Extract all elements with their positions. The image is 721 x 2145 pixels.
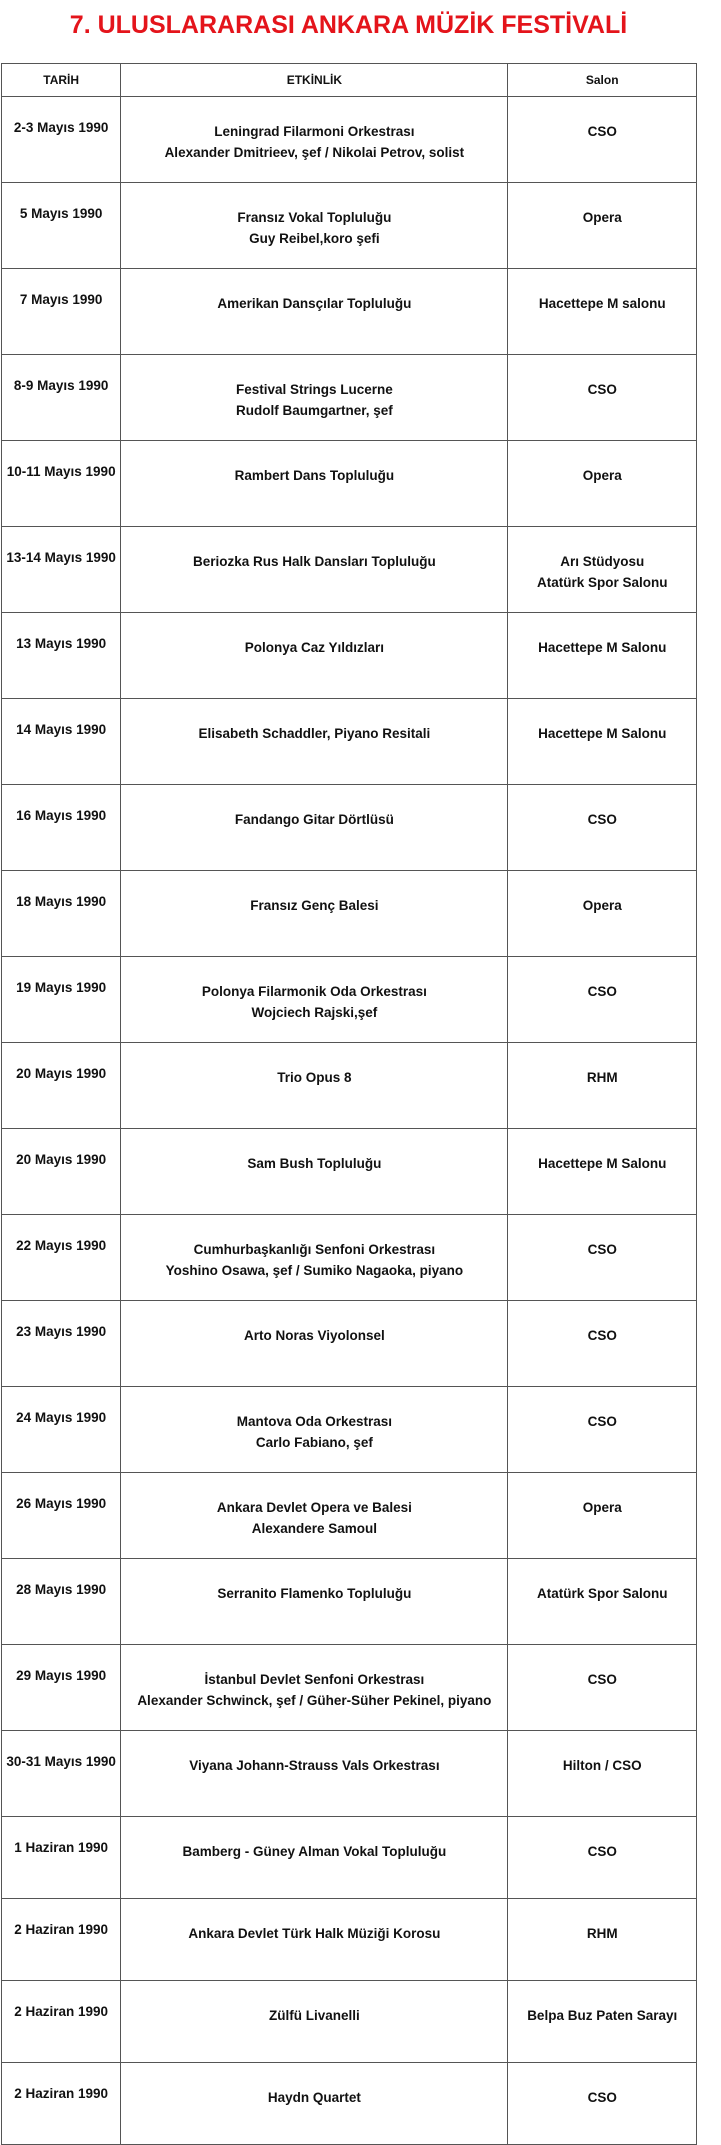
cell-date: 28 Mayıs 1990 bbox=[2, 1559, 121, 1645]
cell-hall bbox=[508, 1731, 697, 1817]
cell-hall bbox=[508, 871, 697, 957]
event-credits: Carlo Fabiano, şef bbox=[255, 1435, 373, 1450]
table-row bbox=[2, 1301, 697, 1387]
cell-event bbox=[121, 1899, 508, 1981]
event-title: Leningrad Filarmoni Orkestrası bbox=[214, 124, 415, 139]
cell-event bbox=[121, 1731, 508, 1817]
hall-name: RHM bbox=[586, 1926, 618, 1941]
event-title: Haydn Quartet bbox=[267, 2090, 361, 2105]
event-title: Sam Bush Topluluğu bbox=[247, 1156, 382, 1171]
event-title: Cumhurbaşkanlığı Senfoni Orkestrası bbox=[193, 1242, 436, 1257]
cell-date: 19 Mayıs 1990 bbox=[2, 957, 121, 1043]
table-body bbox=[2, 97, 697, 2145]
cell-hall bbox=[508, 1981, 697, 2063]
cell-event bbox=[121, 269, 508, 355]
event-title: Zülfü Livanelli bbox=[269, 2008, 360, 2023]
event-title: Trio Opus 8 bbox=[277, 1070, 352, 1085]
table-row bbox=[2, 527, 697, 613]
hall-name: Opera bbox=[582, 898, 622, 913]
festival-schedule-table bbox=[1, 63, 697, 2145]
event-title: İstanbul Devlet Senfoni Orkestrası bbox=[204, 1672, 425, 1687]
cell-date: 18 Mayıs 1990 bbox=[2, 871, 121, 957]
cell-hall bbox=[508, 699, 697, 785]
table-row bbox=[2, 871, 697, 957]
event-title: Rambert Dans Topluluğu bbox=[234, 468, 395, 483]
hall-name: RHM bbox=[586, 1070, 618, 1085]
event-credits: Yoshino Osawa, şef / Sumiko Nagaoka, piyano bbox=[165, 1263, 464, 1278]
event-title: Arto Noras Viyolonsel bbox=[243, 1328, 385, 1343]
hall-name: CSO bbox=[587, 1242, 617, 1257]
hall-name: Hacettepe M Salonu bbox=[538, 640, 667, 655]
table-row bbox=[2, 1981, 697, 2063]
cell-hall bbox=[508, 441, 697, 527]
hall-name: Hacettepe M Salonu bbox=[538, 726, 667, 741]
cell-event bbox=[121, 1645, 508, 1731]
event-title: Serranito Flamenko Topluluğu bbox=[217, 1586, 412, 1601]
column-header-date: TARİH bbox=[2, 64, 121, 97]
cell-event bbox=[121, 355, 508, 441]
table-row bbox=[2, 1817, 697, 1899]
cell-date: 13 Mayıs 1990 bbox=[2, 613, 121, 699]
event-title: Mantova Oda Orkestrası bbox=[236, 1414, 393, 1429]
cell-date: 22 Mayıs 1990 bbox=[2, 1215, 121, 1301]
cell-hall bbox=[508, 1215, 697, 1301]
table-row bbox=[2, 2063, 697, 2145]
table-row bbox=[2, 1043, 697, 1129]
hall-name: CSO bbox=[587, 812, 617, 827]
event-title: Elisabeth Schaddler, Piyano Resitali bbox=[198, 726, 431, 741]
cell-date: 23 Mayıs 1990 bbox=[2, 1301, 121, 1387]
event-title: Ankara Devlet Opera ve Balesi bbox=[216, 1500, 412, 1515]
cell-hall bbox=[508, 1473, 697, 1559]
event-title: Fandango Gitar Dörtlüsü bbox=[234, 812, 394, 827]
cell-hall bbox=[508, 1301, 697, 1387]
column-header-hall: Salon bbox=[508, 64, 697, 97]
hall-name: Atatürk Spor Salonu bbox=[536, 1586, 668, 1601]
hall-name: Opera bbox=[582, 468, 622, 483]
hall-name: Opera bbox=[582, 1500, 622, 1515]
table-row bbox=[2, 1559, 697, 1645]
cell-date: 20 Mayıs 1990 bbox=[2, 1043, 121, 1129]
cell-event bbox=[121, 699, 508, 785]
cell-event bbox=[121, 785, 508, 871]
cell-hall bbox=[508, 97, 697, 183]
cell-event bbox=[121, 1559, 508, 1645]
cell-hall bbox=[508, 269, 697, 355]
event-credits: Alexander Dmitrieev, şef / Nikolai Petrov, solist bbox=[164, 145, 465, 160]
hall-name: Hilton / CSO bbox=[562, 1758, 642, 1773]
table-row bbox=[2, 97, 697, 183]
event-title: Ankara Devlet Türk Halk Müziği Korosu bbox=[188, 1926, 441, 1941]
cell-hall bbox=[508, 1817, 697, 1899]
cell-date: 5 Mayıs 1990 bbox=[2, 183, 121, 269]
event-credits: Guy Reibel,koro şefi bbox=[249, 231, 380, 246]
cell-hall bbox=[508, 1899, 697, 1981]
cell-hall bbox=[508, 957, 697, 1043]
cell-hall bbox=[508, 2063, 697, 2145]
cell-date: 30-31 Mayıs 1990 bbox=[2, 1731, 121, 1817]
cell-hall bbox=[508, 1043, 697, 1129]
hall-name: Opera bbox=[582, 210, 622, 225]
cell-event bbox=[121, 1301, 508, 1387]
cell-date: 10-11 Mayıs 1990 bbox=[2, 441, 121, 527]
cell-hall bbox=[508, 183, 697, 269]
event-title: Fransız Vokal Topluluğu bbox=[237, 210, 392, 225]
hall-name: CSO bbox=[587, 1844, 617, 1859]
cell-date: 7 Mayıs 1990 bbox=[2, 269, 121, 355]
cell-date: 14 Mayıs 1990 bbox=[2, 699, 121, 785]
event-title: Amerikan Dansçılar Topluluğu bbox=[217, 296, 412, 311]
table-row bbox=[2, 613, 697, 699]
hall-name: CSO bbox=[587, 2090, 617, 2105]
cell-date: 20 Mayıs 1990 bbox=[2, 1129, 121, 1215]
cell-event bbox=[121, 1817, 508, 1899]
cell-event bbox=[121, 527, 508, 613]
cell-date: 2 Haziran 1990 bbox=[2, 2063, 121, 2145]
cell-date: 2 Haziran 1990 bbox=[2, 1981, 121, 2063]
table-row bbox=[2, 1645, 697, 1731]
hall-name: CSO bbox=[587, 1328, 617, 1343]
event-title: Viyana Johann-Strauss Vals Orkestrası bbox=[189, 1758, 440, 1773]
event-title: Polonya Caz Yıldızları bbox=[244, 640, 385, 655]
table-row bbox=[2, 1387, 697, 1473]
event-credits: Alexandere Samoul bbox=[251, 1521, 378, 1536]
cell-date: 2 Haziran 1990 bbox=[2, 1899, 121, 1981]
cell-hall bbox=[508, 1645, 697, 1731]
table-row bbox=[2, 1215, 697, 1301]
cell-event bbox=[121, 1043, 508, 1129]
table-row bbox=[2, 1129, 697, 1215]
cell-event bbox=[121, 2063, 508, 2145]
table-row bbox=[2, 1899, 697, 1981]
cell-hall bbox=[508, 1559, 697, 1645]
cell-date: 24 Mayıs 1990 bbox=[2, 1387, 121, 1473]
event-credits: Rudolf Baumgartner, şef bbox=[235, 403, 393, 418]
table-row bbox=[2, 1731, 697, 1817]
hall-name: Atatürk Spor Salonu bbox=[536, 575, 668, 590]
event-title: Festival Strings Lucerne bbox=[235, 382, 393, 397]
hall-name: Belpa Buz Paten Sarayı bbox=[527, 2008, 678, 2023]
cell-hall bbox=[508, 1387, 697, 1473]
cell-date: 26 Mayıs 1990 bbox=[2, 1473, 121, 1559]
cell-hall bbox=[508, 613, 697, 699]
event-title: Polonya Filarmonik Oda Orkestrası bbox=[201, 984, 427, 999]
table-row bbox=[2, 355, 697, 441]
table-row bbox=[2, 183, 697, 269]
cell-date: 13-14 Mayıs 1990 bbox=[2, 527, 121, 613]
cell-hall bbox=[508, 785, 697, 871]
cell-event bbox=[121, 871, 508, 957]
event-credits: Alexander Schwinck, şef / Güher-Süher Pekinel, piyano bbox=[137, 1693, 492, 1708]
table-row bbox=[2, 269, 697, 355]
cell-hall bbox=[508, 1129, 697, 1215]
hall-name: CSO bbox=[587, 984, 617, 999]
page-title: 7. ULUSLARARASI ANKARA MÜZİK FESTİVALİ bbox=[69, 11, 628, 39]
event-title: Beriozka Rus Halk Dansları Topluluğu bbox=[192, 554, 436, 569]
table-row bbox=[2, 785, 697, 871]
hall-name: CSO bbox=[587, 124, 617, 139]
cell-event bbox=[121, 1981, 508, 2063]
cell-date: 16 Mayıs 1990 bbox=[2, 785, 121, 871]
cell-event bbox=[121, 1215, 508, 1301]
cell-event bbox=[121, 97, 508, 183]
cell-event bbox=[121, 1129, 508, 1215]
cell-event bbox=[121, 1387, 508, 1473]
cell-hall bbox=[508, 527, 697, 613]
cell-date: 1 Haziran 1990 bbox=[2, 1817, 121, 1899]
hall-name: Hacettepe M salonu bbox=[538, 296, 666, 311]
hall-name: Arı Stüdyosu bbox=[560, 554, 645, 569]
hall-name: CSO bbox=[587, 1414, 617, 1429]
event-credits: Wojciech Rajski,şef bbox=[251, 1005, 378, 1020]
event-title: Bamberg - Güney Alman Vokal Topluluğu bbox=[182, 1844, 447, 1859]
table-row bbox=[2, 1473, 697, 1559]
hall-name: Hacettepe M Salonu bbox=[538, 1156, 667, 1171]
table-row bbox=[2, 699, 697, 785]
cell-event bbox=[121, 613, 508, 699]
hall-name: CSO bbox=[587, 1672, 617, 1687]
cell-date: 2-3 Mayıs 1990 bbox=[2, 97, 121, 183]
table-row bbox=[2, 441, 697, 527]
cell-event bbox=[121, 1473, 508, 1559]
column-header-event: ETKİNLİK bbox=[121, 64, 508, 97]
cell-event bbox=[121, 441, 508, 527]
table-header-row bbox=[2, 64, 697, 97]
cell-date: 8-9 Mayıs 1990 bbox=[2, 355, 121, 441]
cell-event bbox=[121, 183, 508, 269]
event-title: Fransız Genç Balesi bbox=[250, 898, 379, 913]
table-row bbox=[2, 957, 697, 1043]
cell-hall bbox=[508, 355, 697, 441]
hall-name: CSO bbox=[587, 382, 617, 397]
cell-date: 29 Mayıs 1990 bbox=[2, 1645, 121, 1731]
cell-event bbox=[121, 957, 508, 1043]
